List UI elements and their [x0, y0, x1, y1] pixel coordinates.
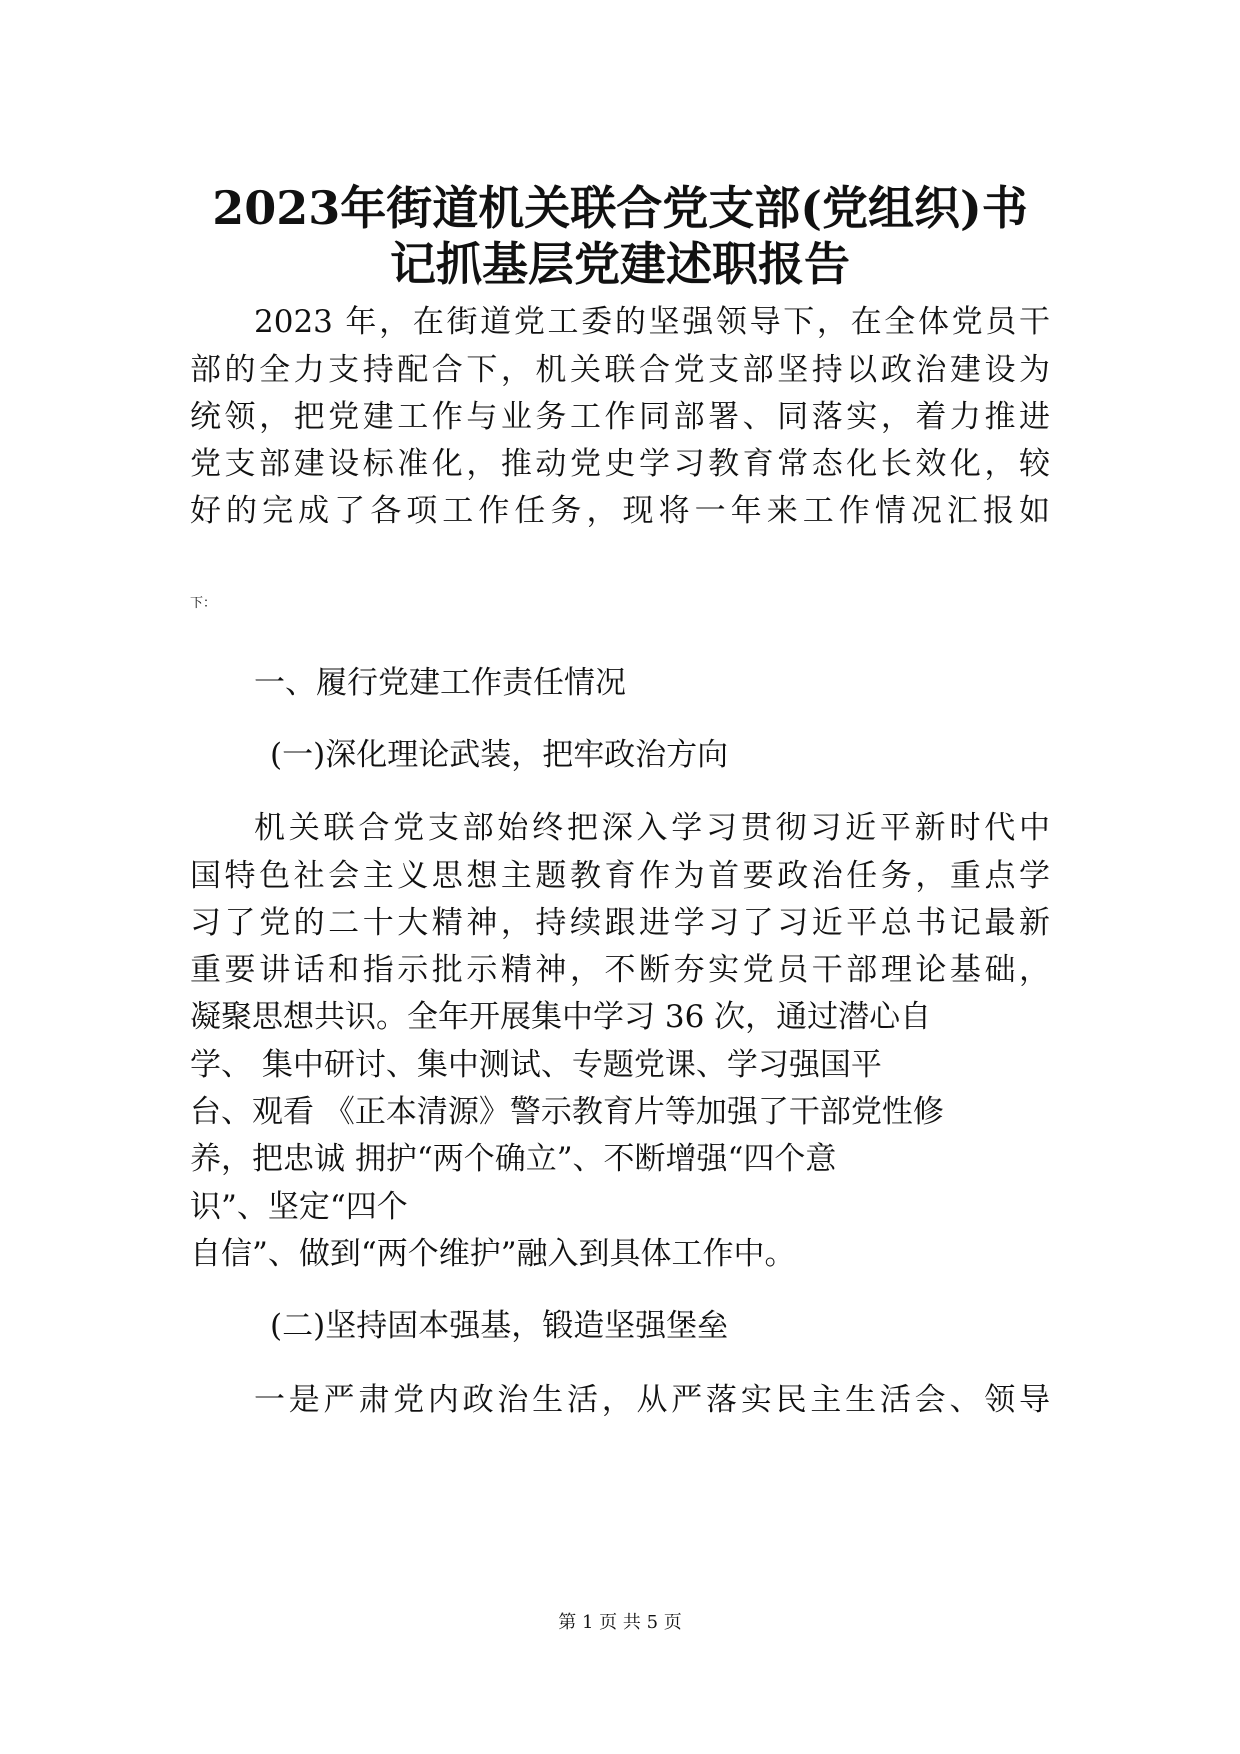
intro-line: 党支部建设标准化，推动党史学习教育常态化长效化，较: [190, 446, 1050, 482]
intro-line: 好的完成了各项工作任务，现将一年来工作情况汇报如: [190, 493, 1050, 529]
subsection-heading: (一)深化理论武装，把牢政治方向: [270, 737, 729, 773]
page-number-footer: 第 1 页 共 5 页: [558, 1612, 682, 1633]
body-line: 自信”、做到“两个维护”融入到具体工作中。: [190, 1236, 796, 1272]
document-title-line-2: 记抓基层党建述职报告: [390, 237, 850, 291]
body-line: 国特色社会主义思想主题教育作为首要政治任务，重点学: [190, 858, 1050, 894]
body-line: 凝聚思想共识。全年开展集中学习 36 次，通过潜心自: [190, 999, 932, 1035]
body-line: 习了党的二十大精神，持续跟进学习了习近平总书记最新: [190, 905, 1050, 941]
document-title-line-1: 2023年街道机关联合党支部(党组织)书: [212, 181, 1028, 235]
body-line: 重要讲话和指示批示精神，不断夯实党员干部理论基础，: [190, 952, 1050, 988]
body-line: 一是严肃党内政治生活，从严落实民主生活会、领导: [254, 1382, 1050, 1418]
body-line: 台、观看 《正本清源》警示教育片等加强了干部党性修: [190, 1094, 944, 1130]
body-line: 机关联合党支部始终把深入学习贯彻习近平新时代中: [254, 810, 1050, 846]
intro-line: 部的全力支持配合下，机关联合党支部坚持以政治建设为: [190, 352, 1050, 388]
body-line: 养，把忠诚 拥护“两个确立”、不断增强“四个意: [190, 1141, 837, 1177]
intro-line: 统领，把党建工作与业务工作同部署、同落实，着力推进: [190, 399, 1050, 435]
section-heading: 一、履行党建工作责任情况: [254, 665, 626, 701]
intro-tail-text: 下：: [190, 596, 217, 611]
subsection-heading: (二)坚持固本强基，锻造坚强堡垒: [270, 1308, 729, 1344]
body-line: 识”、坚定“四个: [190, 1189, 408, 1225]
intro-line: 2023 年，在街道党工委的坚强领导下，在全体党员干: [254, 304, 1050, 340]
body-line: 学、 集中研讨、集中测试、专题党课、学习强国平: [190, 1047, 882, 1083]
